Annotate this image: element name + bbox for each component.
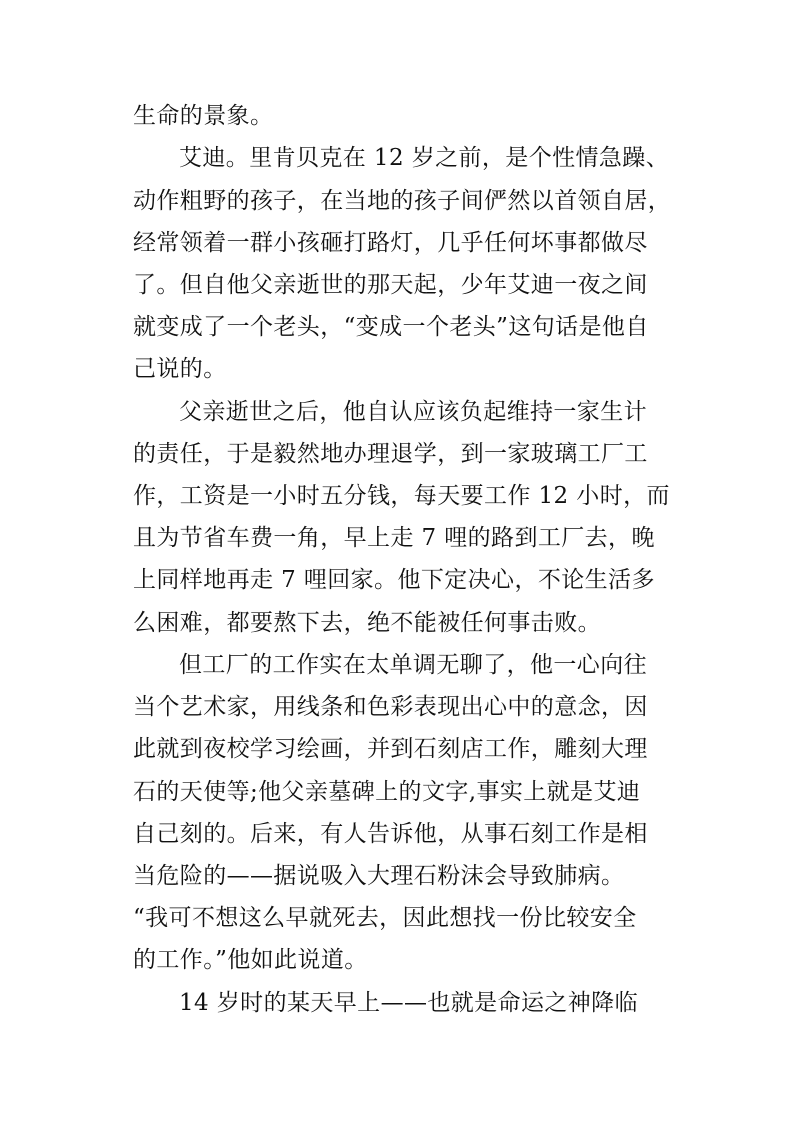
text-line: 上同样地再走 7 哩回家。他下定决心，不论生活多	[133, 567, 655, 593]
text-line: 经常领着一群小孩砸打路灯，几乎任何坏事都做尽	[133, 230, 648, 256]
text-line: 石的天使等;他父亲墓碑上的文字,事实上就是艾迪	[133, 779, 641, 805]
text-line: 己说的。	[133, 356, 227, 382]
text-line: 且为节省车费一角，早上走 7 哩的路到工厂去，晚	[133, 525, 655, 551]
text-line: 此就到夜校学习绘画，并到石刻店工作，雕刻大理	[133, 736, 648, 762]
text-line: 生命的景象。	[133, 103, 274, 129]
text-line: 的工作。”他如此说道。	[133, 947, 368, 973]
text-line: “我可不想这么早就死去，因此想找一份比较安全	[133, 905, 637, 931]
text-line: 的责任，于是毅然地办理退学，到一家玻璃工厂工	[133, 441, 648, 467]
text-line: 作，工资是一小时五分钱，每天要工作 12 小时，而	[133, 483, 670, 509]
paragraph-start-line: 14 岁时的某天早上——也就是命运之神降临	[179, 990, 638, 1016]
paragraph-start-line: 父亲逝世之后，他自认应该负起维持一家生计	[179, 399, 647, 425]
text-line: 自己刻的。后来，有人告诉他，从事石刻工作是相	[133, 821, 648, 847]
text-line: 了。但自他父亲逝世的那天起，少年艾迪一夜之间	[133, 272, 648, 298]
text-line: 就变成了一个老头，“变成一个老头”这句话是他自	[133, 314, 649, 340]
text-line: 动作粗野的孩子，在当地的孩子间俨然以首领自居，	[133, 188, 672, 214]
paragraph-start-line: 但工厂的工作实在太单调无聊了，他一心向往	[179, 652, 647, 678]
paragraph-start-line: 艾迪。里肯贝克在 12 岁之前，是个性情急躁、	[179, 145, 670, 171]
text-line: 么困难，都要熬下去，绝不能被任何事击败。	[133, 610, 601, 636]
text-line: 当危险的——据说吸入大理石粉沫会导致肺病。	[133, 863, 625, 889]
text-line: 当个艺术家，用线条和色彩表现出心中的意念，因	[133, 694, 648, 720]
